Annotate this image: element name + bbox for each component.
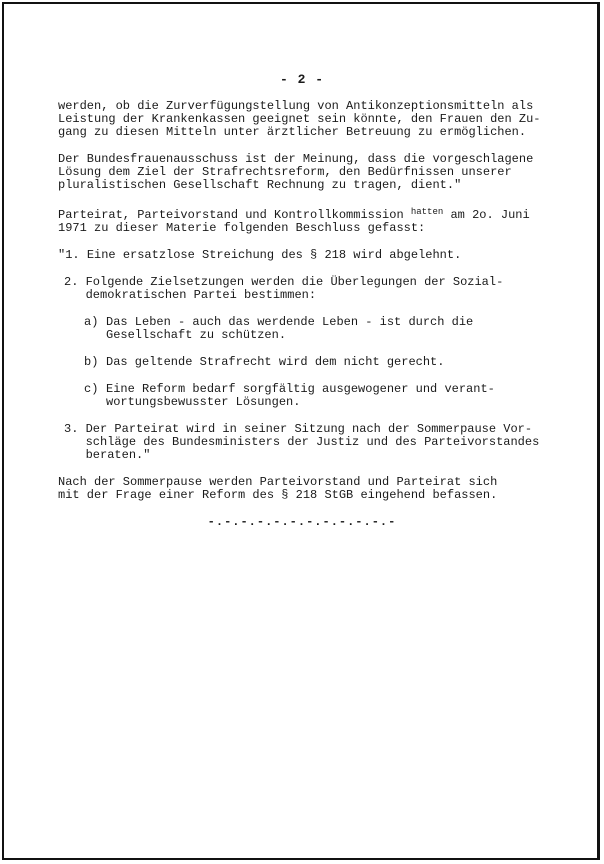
document-body — [58, 100, 548, 516]
sub-item-text: Das Leben - auch das werdende Leben - ist durch die Gesellschaft zu schützen. — [106, 315, 474, 342]
text-line: gang zu diesen Mitteln unter ärztlicher Betreuung zu ermöglichen. — [58, 125, 527, 139]
list-item-3 — [64, 423, 548, 462]
text-line: Lösung dem Ziel der Strafrechtsreform, den Bedürfnissen unserer — [58, 165, 512, 179]
sub-item-letter: c) — [84, 382, 99, 396]
text-line: werden, ob die Zurverfügungstellung von Antikonzeptionsmitteln als — [58, 99, 534, 113]
text-line: mit der Frage einer Reform des § 218 StGB eingehend befassen. — [58, 488, 498, 502]
text-line: Der Bundesfrauenausschuss ist der Meinung, dass die vorgeschlagene — [58, 152, 534, 166]
item-number: 2. — [64, 275, 86, 289]
inserted-word: hatten — [410, 207, 444, 217]
item-text: Eine ersatzlose Streichung des § 218 wird abgelehnt. — [86, 248, 462, 262]
text-line: Leistung der Krankenkassen geeignet sein könnte, den Frauen den Zu- — [58, 112, 541, 126]
item-text: Der Parteirat wird in seiner Sitzung nach der Sommerpause Vor- schläge des Bundesministers der Justiz und des Parteivorstandes beraten." — [85, 422, 540, 462]
list-item-1 — [58, 249, 548, 262]
sub-item-letter: a) — [84, 315, 99, 329]
item-number: "1. — [58, 248, 87, 262]
page-number: - 2 - — [279, 72, 324, 87]
text-line: pluralistischen Gesellschaft Rechnung zu tragen, dient." — [58, 178, 462, 192]
text-line — [58, 206, 548, 222]
sub-item-text: Das geltende Strafrecht wird dem nicht gerecht. — [106, 355, 445, 369]
paragraph-sommerpause — [58, 476, 548, 502]
paragraph-bundesfrauenausschuss — [58, 153, 548, 192]
item-text: Folgende Zielsetzungen werden die Überlegungen der Sozial- demokratischen Partei bestimmen: — [85, 275, 504, 302]
sub-item-c — [84, 383, 548, 409]
paragraph-antikonzeption — [58, 100, 548, 139]
sub-item-letter: b) — [84, 355, 99, 369]
item-number: 3. — [64, 422, 86, 436]
text-segment: Parteirat, Parteivorstand und Kontrollkommission — [58, 208, 411, 222]
list-item-2 — [64, 276, 548, 302]
end-divider: -.-.-.-.-.-.-.-.-.-.-.- — [207, 515, 397, 529]
sub-item-b — [84, 356, 548, 369]
text-line: 1971 zu dieser Materie folgenden Beschluss gefasst: — [58, 221, 426, 235]
sub-item-text: Eine Reform bedarf sorgfältig ausgewogener und verant- wortungsbewusster Lösungen. — [106, 382, 495, 409]
sub-item-a — [84, 316, 548, 342]
text-segment: am 2o. Juni — [443, 208, 530, 222]
paragraph-beschluss-intro — [58, 206, 548, 235]
text-line: Nach der Sommerpause werden Parteivorstand und Parteirat sich — [58, 475, 498, 489]
